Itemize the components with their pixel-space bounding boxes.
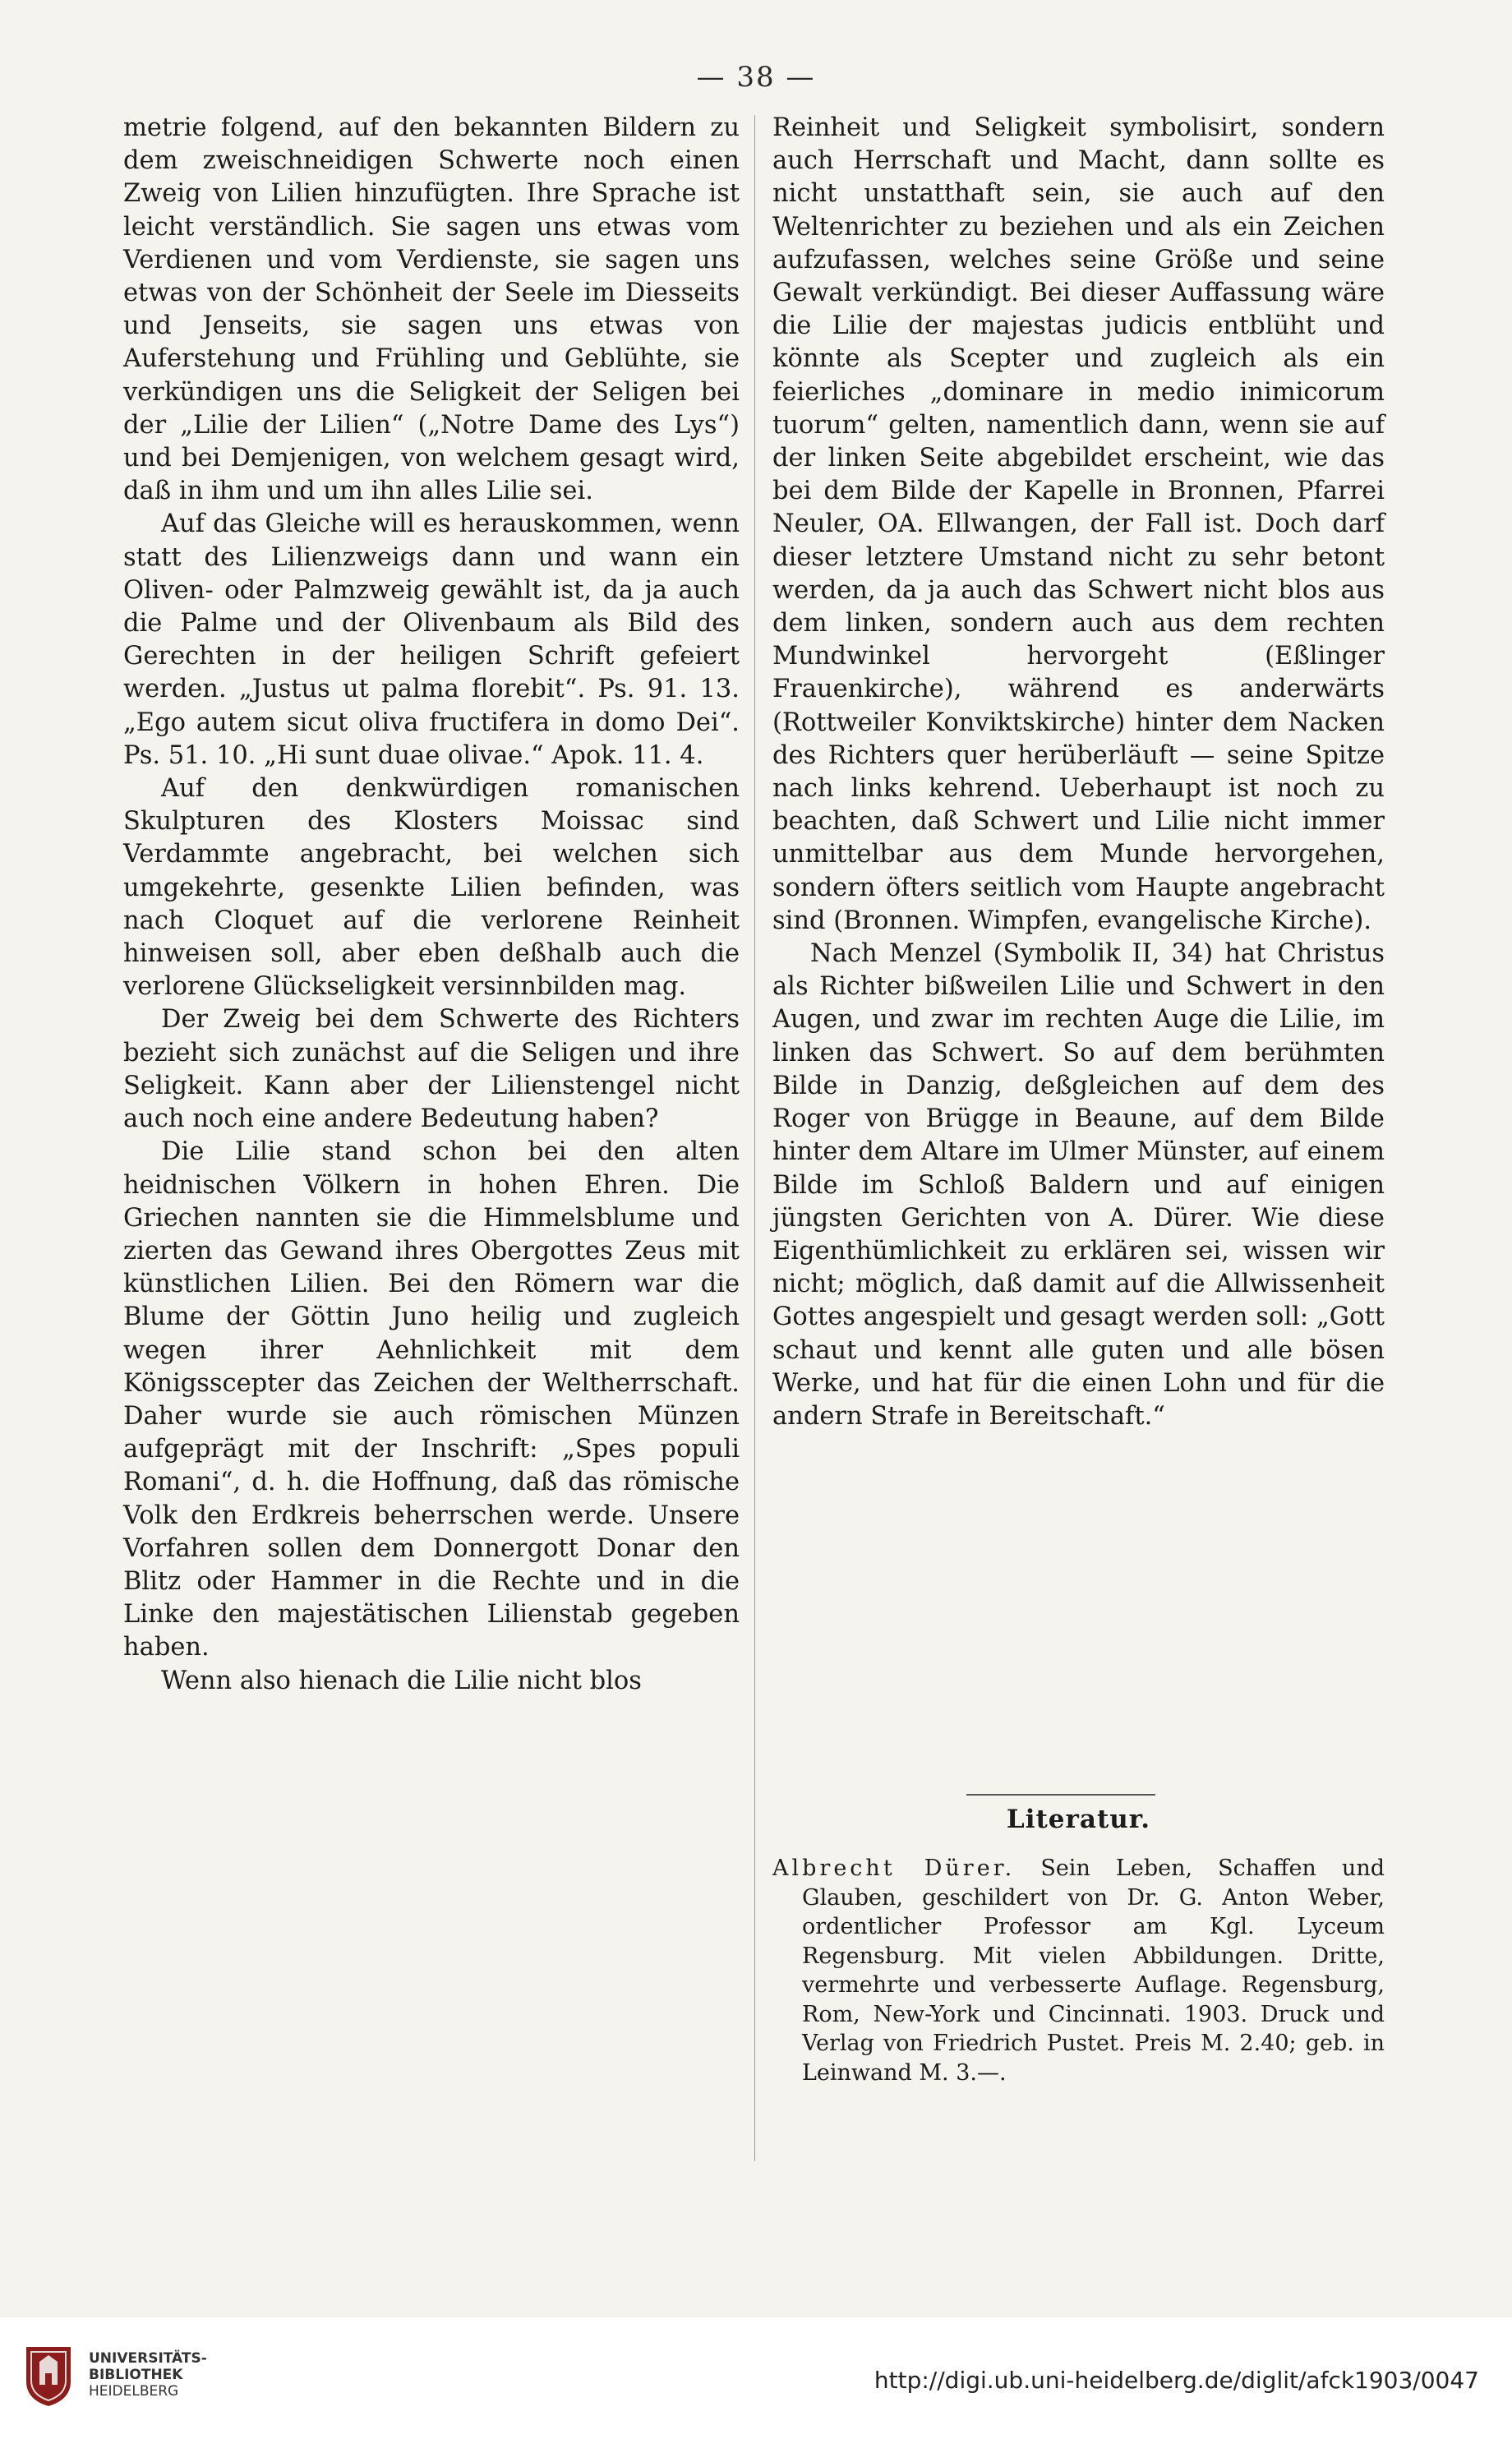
library-name-line: HEIDELBERG [89,2383,179,2400]
source-url[interactable]: http://digi.ub.uni-heidelberg.de/diglit/afck1903/0047 [874,2367,1479,2394]
paragraph: Der Zweig bei dem Schwerte des Richters bezieht sich zunächst auf die Seligen und ihre Seligkeit. Kann aber der Lilienstengel nicht auch noch eine andere Bedeutung haben? [123,1005,740,1134]
paragraph: Wenn also hienach die Lilie nicht blos [161,1666,642,1695]
literature-author: Albrecht Dürer. [772,1856,1016,1881]
right-text-column [772,112,1385,1433]
paragraph: Reinheit und Seligkeit symbolisirt, sondern auch Herrschaft und Macht, dann sollte es nicht unstatthaft sein, sie auch auf den Weltenrichter zu beziehen und als ein Zeichen aufzufassen, welches seine Größe und seine Gewalt verkündigt. Bei dieser Auffassung wäre die Lilie der majestas judicis entblüht und könnte als Scepter und zugleich als ein feierliches „dominare in medio inimicorum tuorum“ gelten, namentlich dann, wenn sie auf der linken Seite abgebildet erscheint, wie das bei dem Bilde der Kapelle in Bronnen, Pfarrei Neuler, OA. Ellwangen, der Fall ist. Doch darf dieser letztere Umstand nicht zu sehr betont werden, da ja auch das Schwert nicht blos aus dem linken, sondern auch aus dem rechten Mundwinkel hervorgeht (Eßlinger Frauenkirche), während es anderwärts (Rottweiler Konviktskirche) hinter dem Nacken des Richters quer herüberläuft — seine Spitze nach links kehrend. Ueberhaupt ist noch zu beachten, daß Schwert und Lilie nicht immer unmittelbar aus dem Munde hervorgehen, sondern öfters seitlich vom Haupte angebracht sind (Bronnen. Wimpfen, evangelische Kirche). [772,113,1385,935]
paragraph: Die Lilie stand schon bei den alten heidnischen Völkern in hohen Ehren. Die Griechen nannten sie die Himmelsblume und zierten das Gewand ihres Obergottes Zeus mit künstlichen Lilien. Bei den Römern war die Blume der Göttin Juno heilig und zugleich wegen ihrer Aehnlichkeit mit dem Königsscepter das Zeichen der Weltherrschaft. Daher wurde sie auch römischen Münzen aufgeprägt mit der Inschrift: „Spes populi Romani“, d. h. die Hoffnung, daß das römische Volk den Erdkreis beherrschen werde. Unsere Vorfahren sollen dem Donnergott Donar den Blitz oder Hammer in die Rechte und in die Linke den majestätischen Lilienstab gegeben haben. [123,1137,740,1662]
university-seal-icon [23,2344,74,2408]
column-divider [754,115,755,2161]
paragraph: Auf das Gleiche will es herauskommen, wenn statt des Lilienzweigs dann und wann ein Oliven- oder Palmzweig gewählt ist, da ja auch die Palme und der Olivenbaum als Bild des Gerechten in der heiligen Schrift gefeiert werden. „Justus ut palma florebit“. Ps. 91. 13. „Ego autem sicut oliva fructifera in domo Dei“. Ps. 51. 10. „Hi sunt duae olivae.“ Apok. 11. 4. [123,509,740,770]
section-rule [966,1794,1155,1796]
page-number: — 38 — [696,61,816,94]
left-text-column [123,112,740,1698]
literature-text: Sein Leben, Schaffen und Glauben, geschildert von Dr. G. Anton Weber, ordentlicher Professor am Kgl. Lyceum Regensburg. Mit vielen Abbildungen. Dritte, vermehrte und verbesserte Auflage. Regensburg, Rom, New-York und Cincinnati. 1903. Druck und Verlag von Friedrich Pustet. Preis M. 2.40; geb. in Leinwand M. 3.—. [802,1856,1385,2086]
library-name-line: BIBLIOTHEK [89,2367,183,2383]
paragraph: Auf den denkwürdigen romanischen Skulpturen des Klosters Moissac sind Verdammte angebracht, bei welchen sich umgekehrte, gesenkte Lilien befinden, was nach Cloquet auf die verlorene Reinheit hinweisen soll, aber eben deßhalb auch die verlorene Glückseligkeit versinnbilden mag. [123,774,740,1002]
literature-entry [772,1854,1385,2087]
library-name [89,2350,207,2400]
library-name-line: UNIVERSITÄTS- [89,2350,207,2367]
paragraph: Nach Menzel (Symbolik II, 34) hat Christus als Richter bißweilen Lilie und Schwert in den Augen, und zwar im rechten Auge die Lilie, im linken das Schwert. So auf dem berühmten Bilde in Danzig, deßgleichen auf dem des Roger von Brügge in Beaune, auf dem Bilde hinter dem Altare im Ulmer Münster, auf einem Bilde im Schloß Baldern und auf einigen jüngsten Gerichten von A. Dürer. Wie diese Eigenthümlichkeit zu erklären sei, wissen wir nicht; möglich, daß damit auf die Allwissenheit Gottes angespielt und gesagt werden soll: „Gott schaut und kennt alle guten und alle bösen Werke, und hat für die einen Lohn und für die andern Strafe in Bereitschaft.“ [772,939,1385,1431]
literature-heading: Literatur. [1006,1805,1151,1834]
paragraph: metrie folgend, auf den bekannten Bildern zu dem zweischneidigen Schwerte noch einen Zweig von Lilien hinzufügten. Ihre Sprache ist leicht verständlich. Sie sagen uns etwas vom Verdienen und vom Verdienste, sie sagen uns etwas von der Schönheit der Seele im Diesseits und Jenseits, sie sagen uns etwas von Auferstehung und Frühling und Geblühte, sie verkündigen uns die Seligkeit der Seligen bei der „Lilie der Lilien“ („Notre Dame des Lys“) und bei Demjenigen, von welchem gesagt wird, daß in ihm und um ihn alles Lilie sei. [123,113,740,506]
